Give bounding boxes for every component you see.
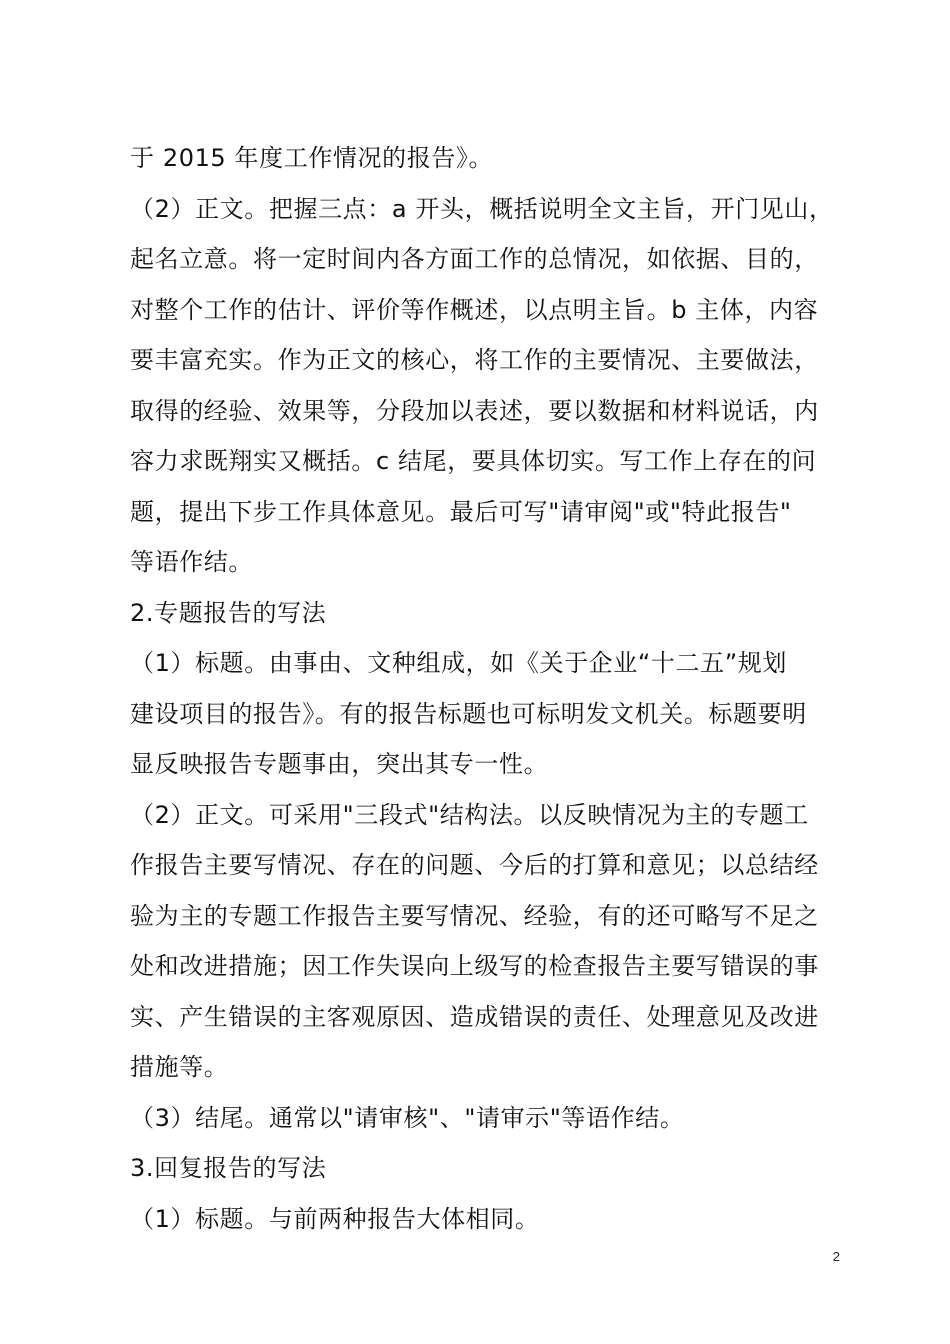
- body-text-line: 对整个工作的估计、评价等作概述，以点明主旨。b 主体，内容: [130, 296, 819, 324]
- body-text-line: （2）正文。把握三点：a 开头，概括说明全文主旨，开门见山，: [130, 195, 834, 223]
- page-number: 2: [832, 1249, 840, 1264]
- body-text-line: （1）标题。由事由、文种组成，如《关于企业“十二五”规划: [130, 649, 787, 677]
- body-text-line: 起名立意。将一定时间内各方面工作的总情况，如依据、目的，: [130, 245, 819, 273]
- body-text-line: 作报告主要写情况、存在的问题、今后的打算和意见；以总结经: [130, 851, 819, 879]
- body-text-line: （1）标题。与前两种报告大体相同。: [130, 1205, 540, 1233]
- body-text-line: 等语作结。: [130, 548, 253, 576]
- body-text-line: 取得的经验、效果等，分段加以表述，要以数据和材料说话，内: [130, 397, 819, 425]
- body-text-line: 容力求既翔实又概括。c 结尾，要具体切实。写工作上存在的问: [130, 447, 817, 475]
- body-text-line: 显反映报告专题事由，突出其专一性。: [130, 750, 549, 778]
- body-text-line: 于 2015 年度工作情况的报告》。: [130, 144, 494, 172]
- body-text-line: （3）结尾。通常以"请审核"、"请审示"等语作结。: [130, 1104, 685, 1132]
- body-text-line: 建设项目的报告》。有的报告标题也可标明发文机关。标题要明: [130, 700, 807, 728]
- body-text-line: 实、产生错误的主客观原因、造成错误的责任、处理意见及改进: [130, 1003, 819, 1031]
- body-text-line: （2）正文。可采用"三段式"结构法。以反映情况为主的专题工: [130, 801, 809, 829]
- body-text-line: 题，提出下步工作具体意见。最后可写"请审阅"或"特此报告": [130, 498, 792, 526]
- section-heading: 2.专题报告的写法: [130, 599, 327, 627]
- body-text-line: 验为主的专题工作报告主要写情况、经验，有的还可略写不足之: [130, 902, 819, 930]
- body-text-line: 要丰富充实。作为正文的核心，将工作的主要情况、主要做法，: [130, 346, 819, 374]
- section-heading: 3.回复报告的写法: [130, 1154, 327, 1182]
- body-text-line: 措施等。: [130, 1053, 229, 1081]
- body-text-line: 处和改进措施；因工作失误向上级写的检查报告主要写错误的事: [130, 952, 819, 980]
